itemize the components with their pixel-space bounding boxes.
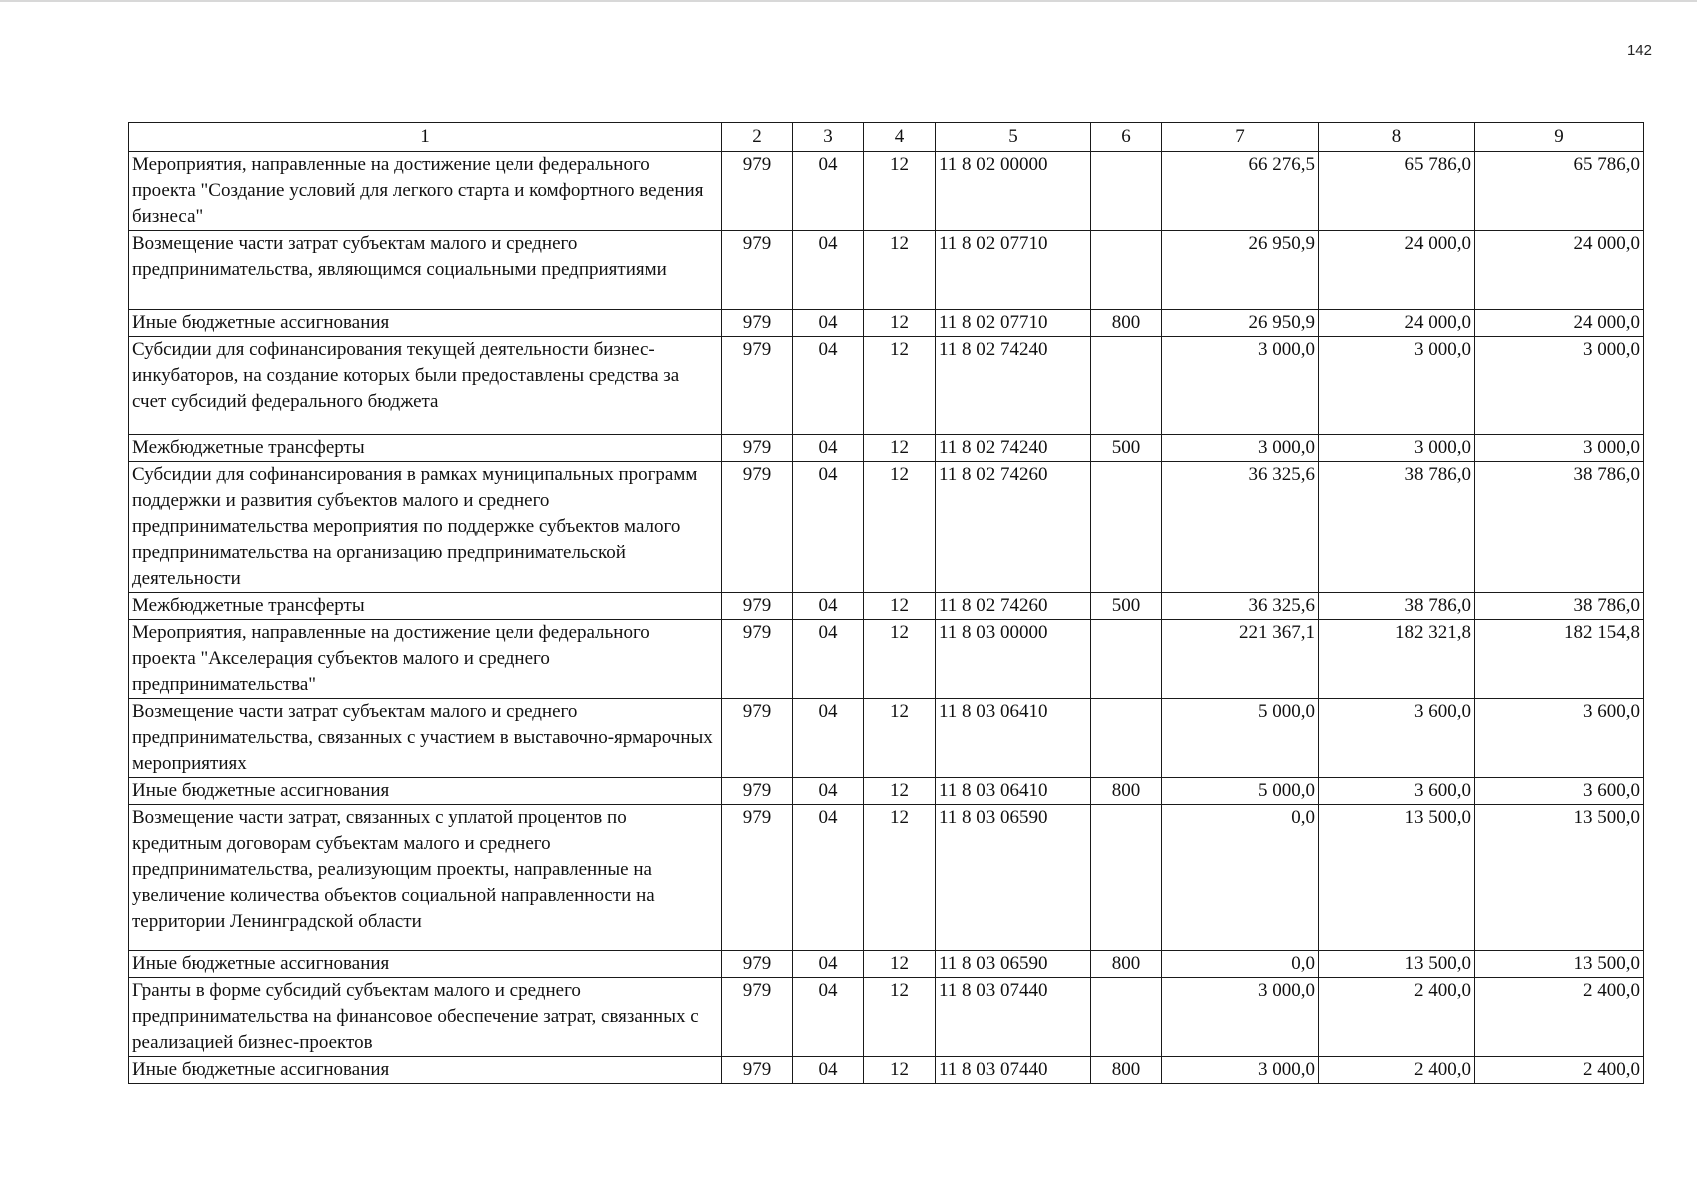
target-article-cell: 11 8 03 06410: [936, 699, 1091, 778]
amount-col9-cell: 3 000,0: [1475, 337, 1644, 435]
amount-col8-cell: 3 000,0: [1319, 435, 1475, 462]
expense-type-cell: 800: [1091, 310, 1162, 337]
header-cell: 1: [129, 123, 722, 152]
table-row: [129, 978, 1644, 1057]
item-name-cell: Иные бюджетные ассигнования: [129, 778, 722, 805]
target-article-cell: 11 8 03 06590: [936, 805, 1091, 951]
section-cell: 04: [793, 593, 864, 620]
expense-type-cell: 800: [1091, 778, 1162, 805]
item-name-cell: Межбюджетные трансферты: [129, 435, 722, 462]
subsection-cell: 12: [864, 462, 936, 593]
code-ministry-cell: 979: [722, 337, 793, 435]
header-cell: 7: [1162, 123, 1319, 152]
code-ministry-cell: 979: [722, 152, 793, 231]
amount-col9-cell: 3 600,0: [1475, 699, 1644, 778]
code-ministry-cell: 979: [722, 310, 793, 337]
amount-col8-cell: 13 500,0: [1319, 951, 1475, 978]
table-row: [129, 152, 1644, 231]
amount-col8-cell: 3 000,0: [1319, 337, 1475, 435]
section-cell: 04: [793, 337, 864, 435]
amount-col7-cell: 26 950,9: [1162, 310, 1319, 337]
subsection-cell: 12: [864, 593, 936, 620]
expense-type-cell: 800: [1091, 1057, 1162, 1084]
item-name-cell: Мероприятия, направленные на достижение цели федерального проекта "Создание условий для легкого старта и комфортного ведения бизнеса": [129, 152, 722, 231]
target-article-cell: 11 8 02 74260: [936, 593, 1091, 620]
section-cell: 04: [793, 231, 864, 310]
amount-col7-cell: 0,0: [1162, 951, 1319, 978]
subsection-cell: 12: [864, 978, 936, 1057]
target-article-cell: 11 8 03 07440: [936, 1057, 1091, 1084]
item-name-cell: Иные бюджетные ассигнования: [129, 310, 722, 337]
subsection-cell: 12: [864, 231, 936, 310]
expense-type-cell: 500: [1091, 593, 1162, 620]
table-row: [129, 620, 1644, 699]
section-cell: 04: [793, 435, 864, 462]
amount-col8-cell: 3 600,0: [1319, 778, 1475, 805]
header-cell: 8: [1319, 123, 1475, 152]
expense-type-cell: [1091, 978, 1162, 1057]
table-row: [129, 593, 1644, 620]
header-cell: 3: [793, 123, 864, 152]
section-cell: 04: [793, 310, 864, 337]
amount-col9-cell: 2 400,0: [1475, 978, 1644, 1057]
amount-col7-cell: 3 000,0: [1162, 337, 1319, 435]
section-cell: 04: [793, 805, 864, 951]
section-cell: 04: [793, 778, 864, 805]
section-cell: 04: [793, 152, 864, 231]
expense-type-cell: [1091, 699, 1162, 778]
table-row: [129, 951, 1644, 978]
table-row: [129, 337, 1644, 435]
item-name-cell: Возмещение части затрат, связанных с уплатой процентов по кредитным договорам субъектам малого и среднего предпринимательства, реализующим проекты, направленные на увеличение количества объектов социальной направленности на территории Ленинградской области: [129, 805, 722, 951]
expense-type-cell: 800: [1091, 951, 1162, 978]
amount-col7-cell: 3 000,0: [1162, 978, 1319, 1057]
table-row: [129, 310, 1644, 337]
subsection-cell: 12: [864, 805, 936, 951]
amount-col8-cell: 13 500,0: [1319, 805, 1475, 951]
header-cell: 9: [1475, 123, 1644, 152]
amount-col8-cell: 38 786,0: [1319, 593, 1475, 620]
subsection-cell: 12: [864, 152, 936, 231]
code-ministry-cell: 979: [722, 978, 793, 1057]
item-name-cell: Возмещение части затрат субъектам малого и среднего предпринимательства, связанных с участием в выставочно-ярмарочных мероприятиях: [129, 699, 722, 778]
amount-col7-cell: 26 950,9: [1162, 231, 1319, 310]
scan-top-edge: [0, 0, 1697, 2]
amount-col9-cell: 3 600,0: [1475, 778, 1644, 805]
table-row: [129, 435, 1644, 462]
code-ministry-cell: 979: [722, 593, 793, 620]
amount-col7-cell: 0,0: [1162, 805, 1319, 951]
subsection-cell: 12: [864, 435, 936, 462]
amount-col9-cell: 3 000,0: [1475, 435, 1644, 462]
amount-col7-cell: 5 000,0: [1162, 778, 1319, 805]
table-body: [129, 152, 1644, 1084]
expense-type-cell: [1091, 231, 1162, 310]
amount-col9-cell: 38 786,0: [1475, 462, 1644, 593]
amount-col9-cell: 182 154,8: [1475, 620, 1644, 699]
expense-type-cell: [1091, 620, 1162, 699]
amount-col8-cell: 65 786,0: [1319, 152, 1475, 231]
amount-col9-cell: 2 400,0: [1475, 1057, 1644, 1084]
target-article-cell: 11 8 02 07710: [936, 310, 1091, 337]
amount-col7-cell: 3 000,0: [1162, 435, 1319, 462]
item-name-cell: Межбюджетные трансферты: [129, 593, 722, 620]
budget-table: [128, 122, 1644, 1084]
item-name-cell: Субсидии для софинансирования в рамках муниципальных программ поддержки и развития субъектов малого и среднего предпринимательства мероприятия по поддержке субъектов малого предпринимательства на организацию предпринимательской деятельности: [129, 462, 722, 593]
code-ministry-cell: 979: [722, 951, 793, 978]
target-article-cell: 11 8 03 07440: [936, 978, 1091, 1057]
item-name-cell: Иные бюджетные ассигнования: [129, 951, 722, 978]
subsection-cell: 12: [864, 778, 936, 805]
target-article-cell: 11 8 02 74240: [936, 435, 1091, 462]
code-ministry-cell: 979: [722, 462, 793, 593]
amount-col9-cell: 13 500,0: [1475, 951, 1644, 978]
section-cell: 04: [793, 978, 864, 1057]
subsection-cell: 12: [864, 337, 936, 435]
table-row: [129, 231, 1644, 310]
page-number: 142: [1626, 42, 1652, 59]
expense-type-cell: [1091, 152, 1162, 231]
item-name-cell: Субсидии для софинансирования текущей деятельности бизнес-инкубаторов, на создание которых были предоставлены средства за счет субсидий федерального бюджета: [129, 337, 722, 435]
table-row: [129, 805, 1644, 951]
target-article-cell: 11 8 02 74240: [936, 337, 1091, 435]
target-article-cell: 11 8 02 00000: [936, 152, 1091, 231]
item-name-cell: Возмещение части затрат субъектам малого и среднего предпринимательства, являющимся социальными предприятиями: [129, 231, 722, 310]
amount-col8-cell: 38 786,0: [1319, 462, 1475, 593]
table-row: [129, 699, 1644, 778]
amount-col8-cell: 24 000,0: [1319, 231, 1475, 310]
amount-col8-cell: 182 321,8: [1319, 620, 1475, 699]
code-ministry-cell: 979: [722, 805, 793, 951]
target-article-cell: 11 8 02 74260: [936, 462, 1091, 593]
expense-type-cell: [1091, 805, 1162, 951]
amount-col7-cell: 221 367,1: [1162, 620, 1319, 699]
amount-col9-cell: 38 786,0: [1475, 593, 1644, 620]
target-article-cell: 11 8 03 06590: [936, 951, 1091, 978]
amount-col8-cell: 3 600,0: [1319, 699, 1475, 778]
amount-col9-cell: 24 000,0: [1475, 310, 1644, 337]
subsection-cell: 12: [864, 699, 936, 778]
item-name-cell: Иные бюджетные ассигнования: [129, 1057, 722, 1084]
code-ministry-cell: 979: [722, 435, 793, 462]
header-cell: 2: [722, 123, 793, 152]
table-header-row: [129, 123, 1644, 152]
subsection-cell: 12: [864, 310, 936, 337]
header-cell: 4: [864, 123, 936, 152]
code-ministry-cell: 979: [722, 1057, 793, 1084]
subsection-cell: 12: [864, 1057, 936, 1084]
amount-col7-cell: 3 000,0: [1162, 1057, 1319, 1084]
section-cell: 04: [793, 462, 864, 593]
table-row: [129, 778, 1644, 805]
section-cell: 04: [793, 620, 864, 699]
code-ministry-cell: 979: [722, 699, 793, 778]
expense-type-cell: [1091, 337, 1162, 435]
code-ministry-cell: 979: [722, 778, 793, 805]
amount-col7-cell: 36 325,6: [1162, 462, 1319, 593]
amount-col9-cell: 65 786,0: [1475, 152, 1644, 231]
amount-col8-cell: 2 400,0: [1319, 1057, 1475, 1084]
expense-type-cell: [1091, 462, 1162, 593]
section-cell: 04: [793, 699, 864, 778]
target-article-cell: 11 8 03 00000: [936, 620, 1091, 699]
header-cell: 6: [1091, 123, 1162, 152]
item-name-cell: Мероприятия, направленные на достижение цели федерального проекта "Акселерация субъектов малого и среднего предпринимательства": [129, 620, 722, 699]
code-ministry-cell: 979: [722, 231, 793, 310]
header-cell: 5: [936, 123, 1091, 152]
amount-col9-cell: 13 500,0: [1475, 805, 1644, 951]
amount-col8-cell: 24 000,0: [1319, 310, 1475, 337]
amount-col7-cell: 66 276,5: [1162, 152, 1319, 231]
expense-type-cell: 500: [1091, 435, 1162, 462]
section-cell: 04: [793, 1057, 864, 1084]
target-article-cell: 11 8 02 07710: [936, 231, 1091, 310]
amount-col7-cell: 36 325,6: [1162, 593, 1319, 620]
table-row: [129, 1057, 1644, 1084]
amount-col9-cell: 24 000,0: [1475, 231, 1644, 310]
amount-col7-cell: 5 000,0: [1162, 699, 1319, 778]
section-cell: 04: [793, 951, 864, 978]
target-article-cell: 11 8 03 06410: [936, 778, 1091, 805]
item-name-cell: Гранты в форме субсидий субъектам малого и среднего предпринимательства на финансовое обеспечение затрат, связанных с реализацией бизнес-проектов: [129, 978, 722, 1057]
code-ministry-cell: 979: [722, 620, 793, 699]
subsection-cell: 12: [864, 951, 936, 978]
amount-col8-cell: 2 400,0: [1319, 978, 1475, 1057]
table-row: [129, 462, 1644, 593]
subsection-cell: 12: [864, 620, 936, 699]
